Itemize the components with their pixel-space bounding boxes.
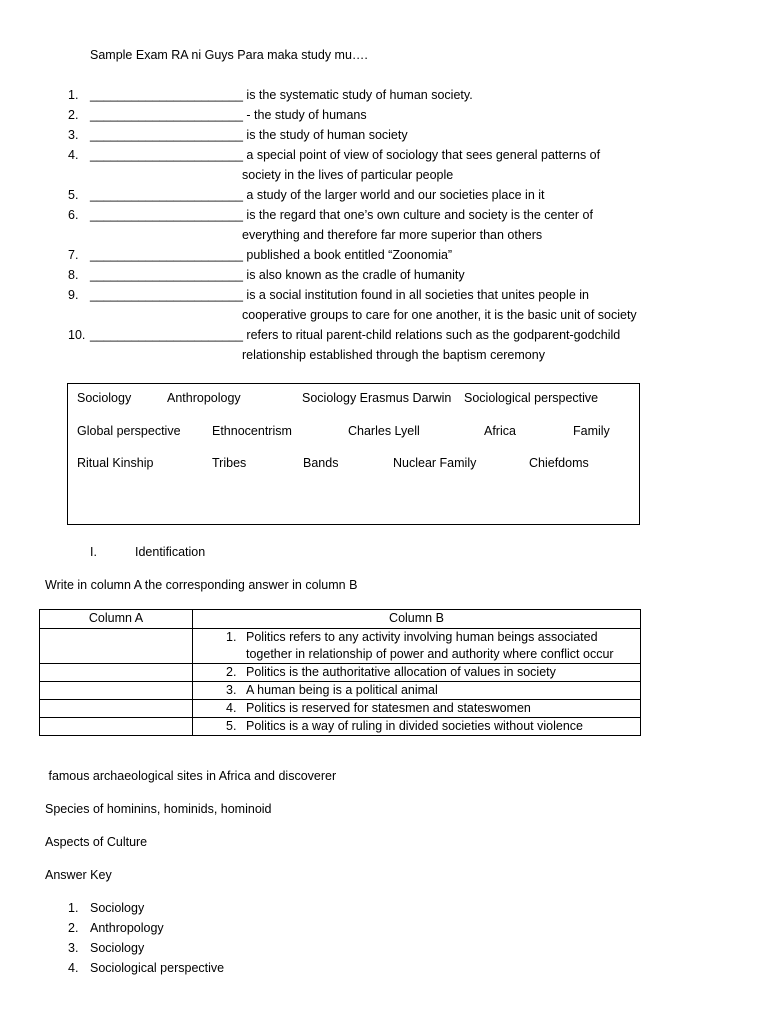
question-text: ______________________ is the study of human society <box>90 128 408 142</box>
table-row <box>40 664 641 682</box>
table-row <box>40 718 641 736</box>
answer-text: Sociology <box>90 901 145 915</box>
answer-cell[interactable] <box>40 700 193 718</box>
table-row <box>40 629 641 664</box>
question-number: 1. <box>68 88 79 102</box>
question-number: 9. <box>68 288 79 302</box>
word-bank-item: Tribes <box>212 456 247 470</box>
section-numeral: I. <box>90 545 97 559</box>
statement-cell <box>193 700 641 718</box>
answer-number: 2. <box>68 921 79 935</box>
word-bank-box <box>67 383 640 525</box>
statement-text: Politics is the authoritative allocation of values in society <box>246 665 556 679</box>
section-heading: Identification <box>135 545 206 559</box>
instruction-text: Write in column A the corresponding answer in column B <box>45 578 358 592</box>
question-number: 7. <box>68 248 79 262</box>
topic-heading: famous archaeological sites in Africa and discoverer <box>45 769 337 783</box>
word-bank-item: Ethnocentrism <box>212 424 292 438</box>
question-number: 3. <box>68 128 79 142</box>
matching-table <box>39 609 641 736</box>
question-continuation: society in the lives of particular people <box>242 168 454 182</box>
column-a-header: Column A <box>40 610 193 629</box>
statement-text: Politics is reserved for statesmen and stateswomen <box>246 701 531 715</box>
word-bank-item: Nuclear Family <box>393 456 477 470</box>
word-bank-item: Charles Lyell <box>348 424 420 438</box>
answer-text: Anthropology <box>90 921 164 935</box>
word-bank-item: Chiefdoms <box>529 456 589 470</box>
word-bank-item: Bands <box>303 456 339 470</box>
page-title: Sample Exam RA ni Guys Para maka study mu…. <box>90 48 368 62</box>
word-bank-item: Africa <box>484 424 516 438</box>
statement-number: 5. <box>226 719 237 733</box>
question-text: ______________________ a special point of view of sociology that sees general patterns of <box>90 148 601 162</box>
question-continuation: cooperative groups to care for one another, it is the basic unit of society <box>242 308 637 322</box>
statement-cell <box>193 664 641 682</box>
statement-number: 2. <box>226 665 237 679</box>
table-row <box>40 700 641 718</box>
answer-number: 3. <box>68 941 79 955</box>
question-text: ______________________ refers to ritual parent-child relations such as the godparent-godchild <box>90 328 621 342</box>
answer-cell[interactable] <box>40 682 193 700</box>
question-text: ______________________ is the systematic study of human society. <box>90 88 473 102</box>
word-bank-item: Ritual Kinship <box>77 456 154 470</box>
question-number: 10. <box>68 328 86 342</box>
answer-number: 1. <box>68 901 79 915</box>
answer-key-heading: Answer Key <box>45 868 112 882</box>
question-text: ______________________ - the study of humans <box>90 108 367 122</box>
question-number: 4. <box>68 148 79 162</box>
statement-text: A human being is a political animal <box>246 683 438 697</box>
answer-cell[interactable] <box>40 629 193 664</box>
statement-text: Politics is a way of ruling in divided societies without violence <box>246 719 583 733</box>
topic-heading: Aspects of Culture <box>45 835 148 849</box>
answer-number: 4. <box>68 961 79 975</box>
question-text: ______________________ is also known as the cradle of humanity <box>90 268 465 282</box>
word-bank-item: Family <box>573 424 610 438</box>
question-text: ______________________ is the regard that one’s own culture and society is the center of <box>90 208 593 222</box>
question-text: ______________________ is a social institution found in all societies that unites people in <box>90 288 589 302</box>
answer-cell[interactable] <box>40 718 193 736</box>
statement-cell <box>193 629 641 664</box>
word-bank-item: Global perspective <box>77 424 181 438</box>
statement-number: 4. <box>226 701 237 715</box>
question-continuation: everything and therefore far more superior than others <box>242 228 543 242</box>
word-bank-item: Sociology Erasmus Darwin <box>302 391 452 405</box>
column-b-header: Column B <box>193 610 641 629</box>
question-number: 2. <box>68 108 79 122</box>
word-bank-item: Sociology <box>77 391 132 405</box>
table-row <box>40 682 641 700</box>
answer-text: Sociological perspective <box>90 961 225 975</box>
word-bank-item: Anthropology <box>167 391 241 405</box>
statement-number: 1. <box>226 630 237 644</box>
word-bank-item: Sociological perspective <box>464 391 599 405</box>
table-header-row <box>40 610 641 629</box>
question-text: ______________________ a study of the larger world and our societies place in it <box>90 188 545 202</box>
answer-cell[interactable] <box>40 664 193 682</box>
question-continuation: relationship established through the baptism ceremony <box>242 348 545 362</box>
question-number: 5. <box>68 188 79 202</box>
statement-cell <box>193 682 641 700</box>
statement-cell <box>193 718 641 736</box>
question-number: 6. <box>68 208 79 222</box>
topic-heading: Species of hominins, hominids, hominoid <box>45 802 272 816</box>
question-number: 8. <box>68 268 79 282</box>
answer-text: Sociology <box>90 941 145 955</box>
statement-text: Politics refers to any activity involving human beings associated together in relationship of power and authority where conflict occur <box>246 630 614 661</box>
question-text: ______________________ published a book entitled “Zoonomia” <box>90 248 453 262</box>
statement-number: 3. <box>226 683 237 697</box>
